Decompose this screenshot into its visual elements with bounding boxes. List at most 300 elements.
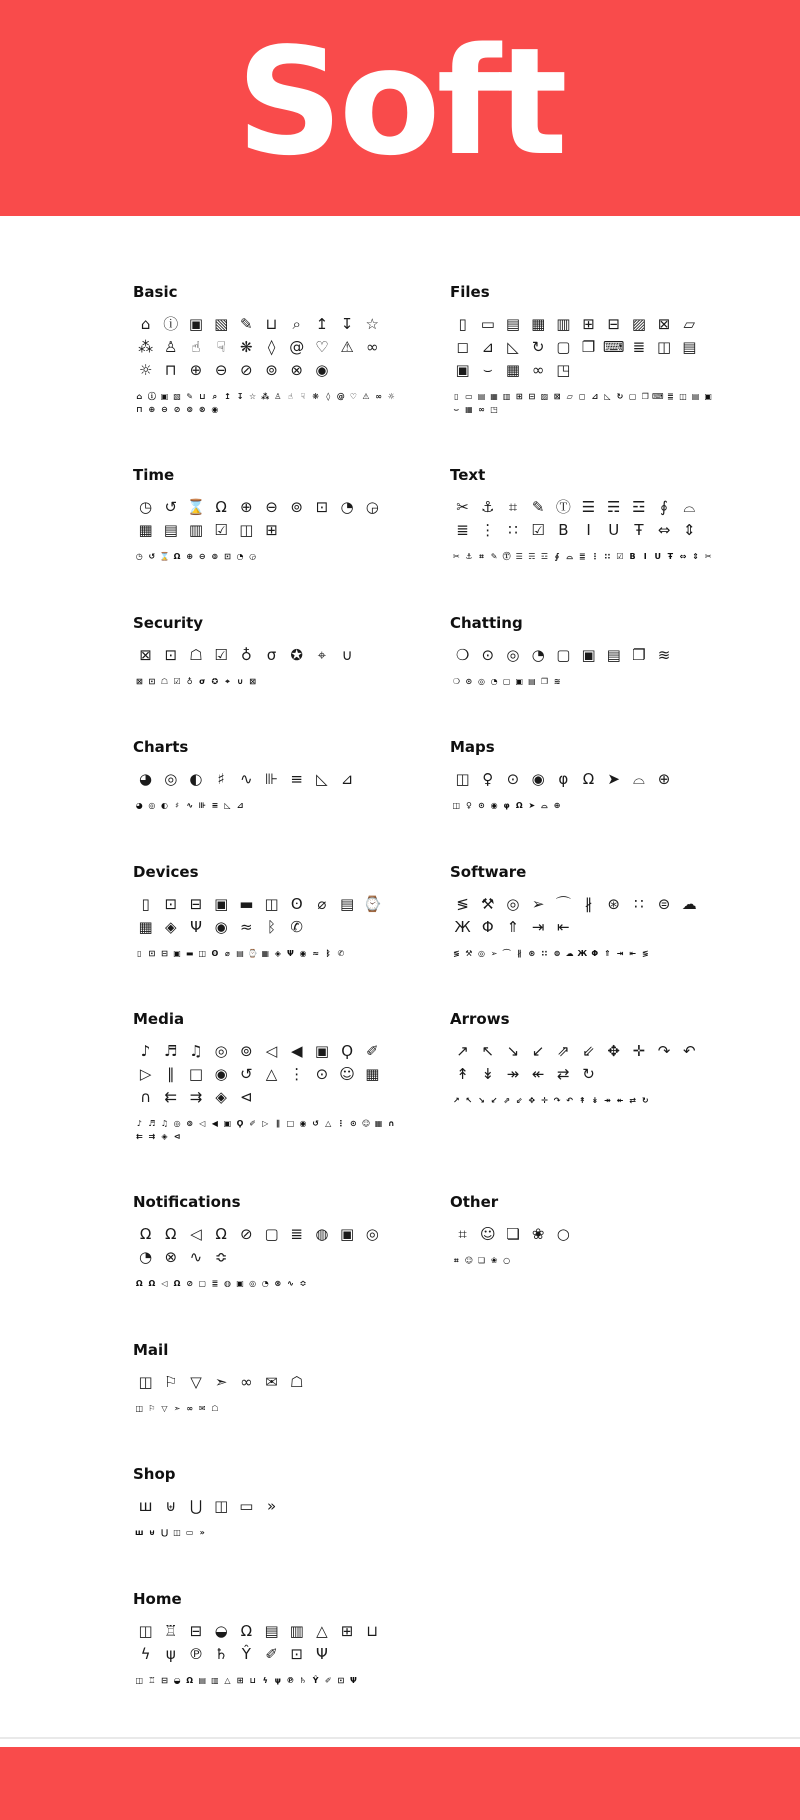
underline-solid-icon: U <box>654 552 662 561</box>
bell-ringing-icon: Ω <box>165 1225 177 1243</box>
credit-card-solid-icon: ▭ <box>185 1528 194 1537</box>
briefcase-solid-icon: ▦ <box>465 404 473 414</box>
section-shop <box>133 1465 450 1540</box>
user-solid-icon: ♙ <box>274 392 282 401</box>
donut-half-solid-icon: ◐ <box>160 801 168 810</box>
book-open-solid-icon: ⌣ <box>453 404 459 414</box>
mirror-solid-icon: ⊞ <box>236 1675 244 1685</box>
scissors-solid-icon: ✂ <box>452 552 460 561</box>
arrow-up-left-icon: ↖ <box>481 1042 495 1060</box>
section-title-other: Other <box>450 1193 499 1211</box>
arrow-down-left-solid-icon: ↙ <box>490 1096 498 1105</box>
floor-lamp-icon: Ŷ <box>241 1644 251 1663</box>
list-ordered-solid-icon: ≣ <box>578 552 586 561</box>
file-plus-icon: ⊞ <box>582 315 595 333</box>
search-solid-icon: ⌕ <box>212 392 218 401</box>
phone-call-icon: ✆ <box>290 917 303 936</box>
watch-icon: ⌚ <box>362 894 382 913</box>
shopping-bag-solid-icon: ⋃ <box>161 1528 168 1537</box>
router-icon: Ψ <box>190 917 202 936</box>
file-icon: ▯ <box>458 315 467 333</box>
mini-icon-grid-home <box>133 1675 399 1688</box>
alarm-solid-icon: Ω <box>173 552 181 561</box>
envelope-open-icon: ☖ <box>289 1372 304 1391</box>
icon-grid-files <box>450 313 722 382</box>
music-share-icon: ♫ <box>189 1042 203 1060</box>
wheel-solid-icon: ⊛ <box>528 948 536 958</box>
bookmark-solid-icon: ⊓ <box>136 404 143 414</box>
section-basic <box>133 283 450 416</box>
stopwatch-icon: ◔ <box>340 498 354 516</box>
artboard-icon: ⌗ <box>458 1225 467 1243</box>
ceiling-lamp-solid-icon: Ω <box>186 1675 194 1685</box>
icon-grid-arrows <box>450 1040 722 1086</box>
calendar-add-icon: ⊞ <box>265 521 278 539</box>
server-solid-icon: ▦ <box>261 948 270 958</box>
download-icon: ↧ <box>340 315 354 333</box>
alarm-check-icon: ⊚ <box>290 498 303 516</box>
tag-solid-icon: ◊ <box>326 392 331 401</box>
mini-icon-grid-basic <box>133 391 399 416</box>
rotate-icon: ↻ <box>582 1065 595 1083</box>
cursor-solid-icon: ➢ <box>490 948 498 958</box>
folder-open-wide-icon: ◺ <box>507 338 519 356</box>
bell-icon: Ω <box>139 1225 152 1243</box>
chevrons-down-icon: ↡ <box>481 1065 495 1083</box>
photo-frame-solid-icon: ▣ <box>704 392 712 401</box>
smartphone-icon: ▯ <box>141 894 150 913</box>
minimize-icon: ✛ <box>632 1042 646 1060</box>
mouse-solid-icon: ʘ <box>211 948 219 958</box>
egg-solid-icon: ○ <box>503 1256 511 1265</box>
fax-solid-icon: ≣ <box>667 392 674 401</box>
heart-icon: ♡ <box>315 338 329 356</box>
mini-icon-grid-software <box>450 948 716 961</box>
pen-icon: ✎ <box>531 498 545 516</box>
bathtub-icon: ⊔ <box>366 1621 379 1640</box>
face-cam-icon: ☺ <box>339 1065 355 1083</box>
inbox-stack-icon: ≣ <box>290 1225 303 1243</box>
close-circle-solid-icon: ⊗ <box>198 404 206 414</box>
bolt-solid-icon: ϟ <box>262 1675 268 1685</box>
bug-icon: Ж <box>454 917 471 936</box>
key-round-solid-icon: σ <box>199 676 206 686</box>
file-archive-icon: ▦ <box>531 315 546 333</box>
bank-building-solid-icon: ♖ <box>148 1675 156 1685</box>
folder-open-wide-solid-icon: ◺ <box>604 392 611 401</box>
tv-solid-icon: ▣ <box>173 948 181 958</box>
section-title-software: Software <box>450 862 527 881</box>
minimize-solid-icon: ✛ <box>541 1096 548 1105</box>
mini-icon-grid-mail <box>133 1403 399 1416</box>
ceiling-lamp-icon: Ω <box>240 1621 253 1640</box>
cancel-circle-solid-icon: ⊗ <box>274 1279 282 1288</box>
megaphone-icon: ⊲ <box>240 1088 253 1106</box>
rewind-icon: ⇇ <box>164 1088 178 1106</box>
section-row-9 <box>133 1465 800 1540</box>
lock-solid-icon: ⊠ <box>249 676 256 686</box>
area-chart-icon: ◺ <box>316 770 328 788</box>
camera-icon: ⊚ <box>240 1042 253 1060</box>
share-external-solid-icon: ◳ <box>490 404 498 414</box>
webcam-solid-icon: ⊙ <box>350 1119 357 1128</box>
icon-grid-shop <box>133 1495 405 1518</box>
bluetooth-icon: ᛒ <box>267 917 277 936</box>
map-solid-icon: ◫ <box>452 801 461 810</box>
navigation-icon: ➤ <box>607 770 620 788</box>
alert-circle-icon: ◍ <box>315 1225 329 1243</box>
clipboard-solid-icon: ◫ <box>679 392 687 401</box>
section-maps <box>450 738 722 813</box>
section-media <box>133 1010 450 1143</box>
mini-icon-grid-shop <box>133 1527 399 1540</box>
sign-in-icon: ⇥ <box>531 917 545 936</box>
content <box>0 216 800 1737</box>
section-time <box>133 466 450 564</box>
copy-solid-icon: ❐ <box>641 392 649 401</box>
dev-tools-icon: ⚒ <box>481 894 495 913</box>
shopping-basket-icon: ⊎ <box>165 1497 177 1515</box>
chat-solid-icon: ❍ <box>452 676 460 686</box>
repeat-icon: ⇄ <box>557 1065 570 1083</box>
chat-dots-icon: ⊙ <box>481 645 495 664</box>
floor-lamp-solid-icon: Ŷ <box>312 1675 319 1685</box>
code-solid-icon: ≶ <box>452 948 460 958</box>
icon-grid-other <box>450 1223 722 1246</box>
footer-banner <box>0 1747 800 1820</box>
lasso-icon: ⌒ <box>555 894 571 913</box>
shield-solid-icon: ☖ <box>160 676 169 686</box>
wallet-icon: ◫ <box>214 1497 229 1515</box>
lightbulb-icon: ☼ <box>138 361 153 379</box>
mini-icon-grid-security <box>133 676 399 689</box>
info-solid-icon: ⓘ <box>147 392 156 401</box>
file-export-solid-icon: ⊠ <box>553 392 561 401</box>
volume-up-icon: ◁ <box>265 1042 278 1060</box>
edit-icon: ✎ <box>240 315 253 333</box>
section-title-mail: Mail <box>133 1340 169 1359</box>
align-right-solid-icon: ☴ <box>528 552 536 561</box>
section-row-6 <box>133 1010 800 1143</box>
hourglass-icon: ⌛ <box>186 498 206 516</box>
tv-icon: ▣ <box>214 894 229 913</box>
bank-building-icon: ♖ <box>164 1621 178 1640</box>
mini-icon-grid-media <box>133 1118 399 1143</box>
help-circle-icon: ◔ <box>139 1248 153 1266</box>
star-icon: ☆ <box>365 315 379 333</box>
add-circle-solid-icon: ⊕ <box>148 404 156 414</box>
credit-card-icon: ▭ <box>239 1497 254 1515</box>
calendar-lines-icon: ▥ <box>188 521 204 539</box>
list-bullets-solid-icon: ∷ <box>604 552 611 561</box>
waveform-solid-icon: ⋮ <box>336 1119 345 1128</box>
clock-icon: ◷ <box>139 498 153 516</box>
section-row-1 <box>133 283 800 416</box>
envelope-solid-icon: ✉ <box>198 1403 206 1413</box>
megaphone-solid-icon: ⊲ <box>173 1131 181 1141</box>
broadcast-icon: ◉ <box>214 917 228 936</box>
bell-snooze-solid-icon: Ω <box>173 1279 181 1288</box>
section-title-media: Media <box>133 1010 185 1028</box>
pie-chart-icon: ◕ <box>139 770 153 788</box>
maximize-icon: ✥ <box>607 1042 620 1060</box>
unlock-icon: ⊡ <box>164 645 178 664</box>
file-solid-icon: ▯ <box>454 392 459 401</box>
upload-icon: ↥ <box>315 315 329 333</box>
tag-icon: ◊ <box>267 338 276 356</box>
route-alert-icon: Ω <box>582 770 595 788</box>
bold-icon: B <box>558 521 569 539</box>
help-circle-solid-icon: ◔ <box>261 1279 269 1288</box>
envelope-open-solid-icon: ☖ <box>211 1403 219 1413</box>
database-icon: ⊜ <box>657 894 671 913</box>
upload-solid-icon: ↥ <box>224 392 231 401</box>
speaker-solid-icon: ▣ <box>223 1119 232 1128</box>
flower-solid-icon: ❀ <box>490 1256 498 1265</box>
icon-grid-chatting <box>450 644 722 667</box>
bug-solid-icon: Ж <box>577 948 588 958</box>
folder-dashed-solid-icon: ◻ <box>578 392 586 401</box>
phone-vibrate-solid-icon: ◈ <box>274 948 281 958</box>
spam-circle-solid-icon: ◉ <box>211 404 219 414</box>
car-solid-icon: ⌓ <box>541 801 548 810</box>
send-plane-solid-icon: ➣ <box>173 1403 181 1413</box>
redo-icon: ↷ <box>657 1042 671 1060</box>
browser-solid-icon: ▣ <box>160 392 169 401</box>
wardrobe-icon: ▥ <box>289 1621 304 1640</box>
icon-grid-text <box>450 496 722 542</box>
router-solid-icon: Ψ <box>287 948 294 958</box>
section-other <box>450 1193 722 1291</box>
server-icon: ▦ <box>138 917 153 936</box>
bell-off-solid-icon: ⊘ <box>186 1279 194 1288</box>
record-disc-icon: ◎ <box>214 1042 228 1060</box>
heart-solid-icon: ♡ <box>349 392 357 401</box>
thumbs-up-solid-icon: ☝ <box>287 392 293 401</box>
block-circle-icon: ⊘ <box>240 361 253 379</box>
egg-icon: ○ <box>556 1225 570 1243</box>
update-solid-icon: ⇑ <box>604 948 611 958</box>
bed-icon: ⊟ <box>189 1621 203 1640</box>
mailbox-icon: ◫ <box>138 1372 153 1391</box>
bell-snooze-icon: Ω <box>215 1225 227 1243</box>
filter-funnel-icon: ▽ <box>190 1372 202 1391</box>
chats-icon: ❐ <box>632 645 646 664</box>
sliders-solid-icon: ∦ <box>517 948 522 958</box>
section-row-7 <box>133 1193 800 1291</box>
link-solid-icon: ∞ <box>375 392 382 401</box>
toothbrush-icon: ✐ <box>265 1644 278 1663</box>
share-solid-icon: ⁂ <box>261 392 270 401</box>
face-cam-solid-icon: ☺ <box>361 1119 371 1128</box>
power-icon: Φ <box>481 917 494 936</box>
remove-circle-solid-icon: ⊖ <box>161 404 168 414</box>
bell-solid-icon: Ω <box>135 1279 143 1288</box>
remove-circle-icon: ⊖ <box>214 361 228 379</box>
drawer-solid-icon: ▤ <box>198 1675 207 1685</box>
chat-question-icon: ◎ <box>506 645 520 664</box>
share-icon: ⁂ <box>138 338 154 356</box>
bell-ringing-solid-icon: Ω <box>148 1279 156 1288</box>
rewind-solid-icon: ⇇ <box>135 1131 143 1141</box>
file-plus-solid-icon: ⊞ <box>515 392 523 401</box>
folder-solid-icon: ▱ <box>566 392 573 401</box>
trackball-solid-icon: ⌀ <box>225 948 230 958</box>
laptop-icon: ⊟ <box>189 894 203 913</box>
search-icon: ⌕ <box>292 315 301 333</box>
magnet-solid-icon: ∪ <box>236 676 244 686</box>
shopping-cart-icon: ш <box>138 1497 153 1515</box>
mini-icon-grid-chatting <box>450 676 716 689</box>
flower-icon: ❀ <box>531 1225 545 1243</box>
clock-solid-icon: ◷ <box>135 552 143 561</box>
shopping-cart-solid-icon: ш <box>135 1528 144 1537</box>
artboard-solid-icon: ⌗ <box>454 1256 459 1265</box>
pause-circle-solid-icon: ∥ <box>275 1119 280 1128</box>
laptop-solid-icon: ⊟ <box>161 948 168 958</box>
file-audio-icon: ▥ <box>556 315 571 333</box>
shutter-solid-icon: ◈ <box>161 1131 168 1141</box>
map-icon: ◫ <box>455 770 470 788</box>
browser-icon: ▣ <box>188 315 204 333</box>
shrink-solid-icon: ⇙ <box>515 1096 523 1105</box>
lasso-solid-icon: ⌒ <box>502 948 511 958</box>
warning-solid-icon: ⚠ <box>362 392 370 401</box>
skip-back-circle-solid-icon: ↺ <box>312 1119 319 1128</box>
donut-chart-icon: ◎ <box>164 770 178 788</box>
contactless-solid-icon: » <box>199 1528 205 1537</box>
file-audio-solid-icon: ▥ <box>502 392 511 401</box>
mouse-icon: ʘ <box>290 894 303 913</box>
key-icon: ♁ <box>240 645 252 664</box>
anchor-solid-icon: ⚓ <box>465 552 473 561</box>
icon-grid-software <box>450 893 722 939</box>
section-title-files: Files <box>450 283 490 301</box>
monitor-solid-icon: ⊡ <box>148 948 156 958</box>
armchair-icon: ♄ <box>214 1644 228 1663</box>
bar-chart-solid-icon: ⊪ <box>198 801 206 810</box>
icon-grid-media <box>133 1040 405 1109</box>
section-title-charts: Charts <box>133 738 189 756</box>
mini-icon-grid-other <box>450 1255 716 1268</box>
update-icon: ⇑ <box>506 917 520 936</box>
notebook-solid-icon: ▬ <box>185 948 194 958</box>
bold-solid-icon: B <box>629 552 636 561</box>
mic-angled-icon: ✐ <box>365 1042 379 1060</box>
camera-solid-icon: ⊚ <box>186 1119 194 1128</box>
lock-solid-icon: ⊠ <box>135 676 143 686</box>
plug-solid-icon: ψ <box>274 1675 281 1685</box>
line-height-solid-icon: ⇕ <box>692 552 699 561</box>
trend-area-solid-icon: ⊿ <box>236 801 244 810</box>
wheel-icon: ⊛ <box>607 894 620 913</box>
file-minus-solid-icon: ⊟ <box>528 392 536 401</box>
settings-icon: ❋ <box>240 338 253 356</box>
wall-lamp-solid-icon: ℗ <box>286 1675 295 1685</box>
plug-icon: ψ <box>165 1644 176 1663</box>
magnet-icon: ∪ <box>341 645 353 664</box>
smartphone-solid-icon: ▯ <box>137 948 142 958</box>
sign-in-solid-icon: ⇥ <box>616 948 624 958</box>
section-title-text: Text <box>450 466 486 484</box>
section-row-10 <box>133 1590 800 1688</box>
chevrons-right-icon: ↠ <box>506 1065 520 1083</box>
list-dashes-solid-icon: ⋮ <box>590 552 599 561</box>
letter-spacing-solid-icon: ⇔ <box>679 552 687 561</box>
pie-chart-solid-icon: ◕ <box>135 801 143 810</box>
code-icon: ≶ <box>456 894 469 913</box>
section-mail <box>133 1341 450 1416</box>
file-text-icon: ▤ <box>505 315 521 333</box>
key-solid-icon: ♁ <box>186 676 193 686</box>
sticky-note-solid-icon: ▢ <box>628 392 637 401</box>
curtains-icon: ◫ <box>138 1621 153 1640</box>
footer-divider <box>0 1737 800 1739</box>
clipboard-text-solid-icon: ▤ <box>691 392 700 401</box>
mini-icon-grid-time <box>133 551 399 564</box>
check-circle-icon: ⊚ <box>265 361 278 379</box>
scissors-solid-icon: ✂ <box>704 552 712 561</box>
edit-solid-icon: ✎ <box>186 392 194 401</box>
info-icon: ⓘ <box>163 315 179 333</box>
clock-square-solid-icon: ⊡ <box>224 552 231 561</box>
app-grid-icon: ∷ <box>634 894 644 913</box>
file-text-solid-icon: ▤ <box>477 392 486 401</box>
globe-icon: ⊕ <box>657 770 671 788</box>
music-note-icon: ♪ <box>140 1042 151 1060</box>
chevrons-up-icon: ↟ <box>456 1065 469 1083</box>
block-circle-solid-icon: ⊘ <box>173 404 181 414</box>
chat-clock-icon: ◔ <box>531 645 545 664</box>
settings-solid-icon: ❋ <box>312 392 319 401</box>
section-title-time: Time <box>133 466 175 484</box>
icon-grid-charts <box>133 768 405 791</box>
section-devices <box>133 863 450 961</box>
location-pin-solid-icon: ♀ <box>465 801 472 810</box>
keyboard-icon: ▤ <box>340 894 355 913</box>
bar-chart-icon: ⊪ <box>264 770 279 788</box>
trackball-icon: ⌀ <box>317 894 327 913</box>
fax-icon: ≣ <box>632 338 646 356</box>
icon-grid-basic <box>133 313 405 382</box>
anchor-icon: ⚓ <box>481 498 495 516</box>
database-solid-icon: ⊜ <box>553 948 561 958</box>
warning-icon: ⚠ <box>340 338 354 356</box>
calendar-event-icon: ◫ <box>239 521 254 539</box>
share-external-icon: ◳ <box>556 361 571 379</box>
chevrons-up-solid-icon: ↟ <box>578 1096 586 1105</box>
glasses-icon: ∞ <box>531 361 545 379</box>
power-solid-icon: Φ <box>591 948 599 958</box>
printer-solid-icon: ⌨ <box>652 392 664 401</box>
music-share-solid-icon: ♫ <box>160 1119 169 1128</box>
section-title-notifications: Notifications <box>133 1193 241 1211</box>
webcam-icon: ⊙ <box>315 1065 329 1083</box>
underline-icon: U <box>608 521 620 539</box>
printer-icon: ⌨ <box>602 338 625 356</box>
bathtub-solid-icon: ⊔ <box>249 1675 256 1685</box>
header-banner <box>0 0 800 216</box>
volume-up-solid-icon: ◁ <box>199 1119 206 1128</box>
pulse-solid-icon: ∿ <box>287 1279 294 1288</box>
wall-lamp-icon: ℗ <box>188 1644 204 1663</box>
cancel-circle-icon: ⊗ <box>164 1248 178 1266</box>
chat-square-solid-icon: ▢ <box>502 676 511 686</box>
map-marker-icon: φ <box>558 770 569 788</box>
trash-solid-icon: ⊔ <box>199 392 206 401</box>
lock-icon: ⊠ <box>139 645 152 664</box>
strikethrough-icon: Ŧ <box>634 521 644 539</box>
